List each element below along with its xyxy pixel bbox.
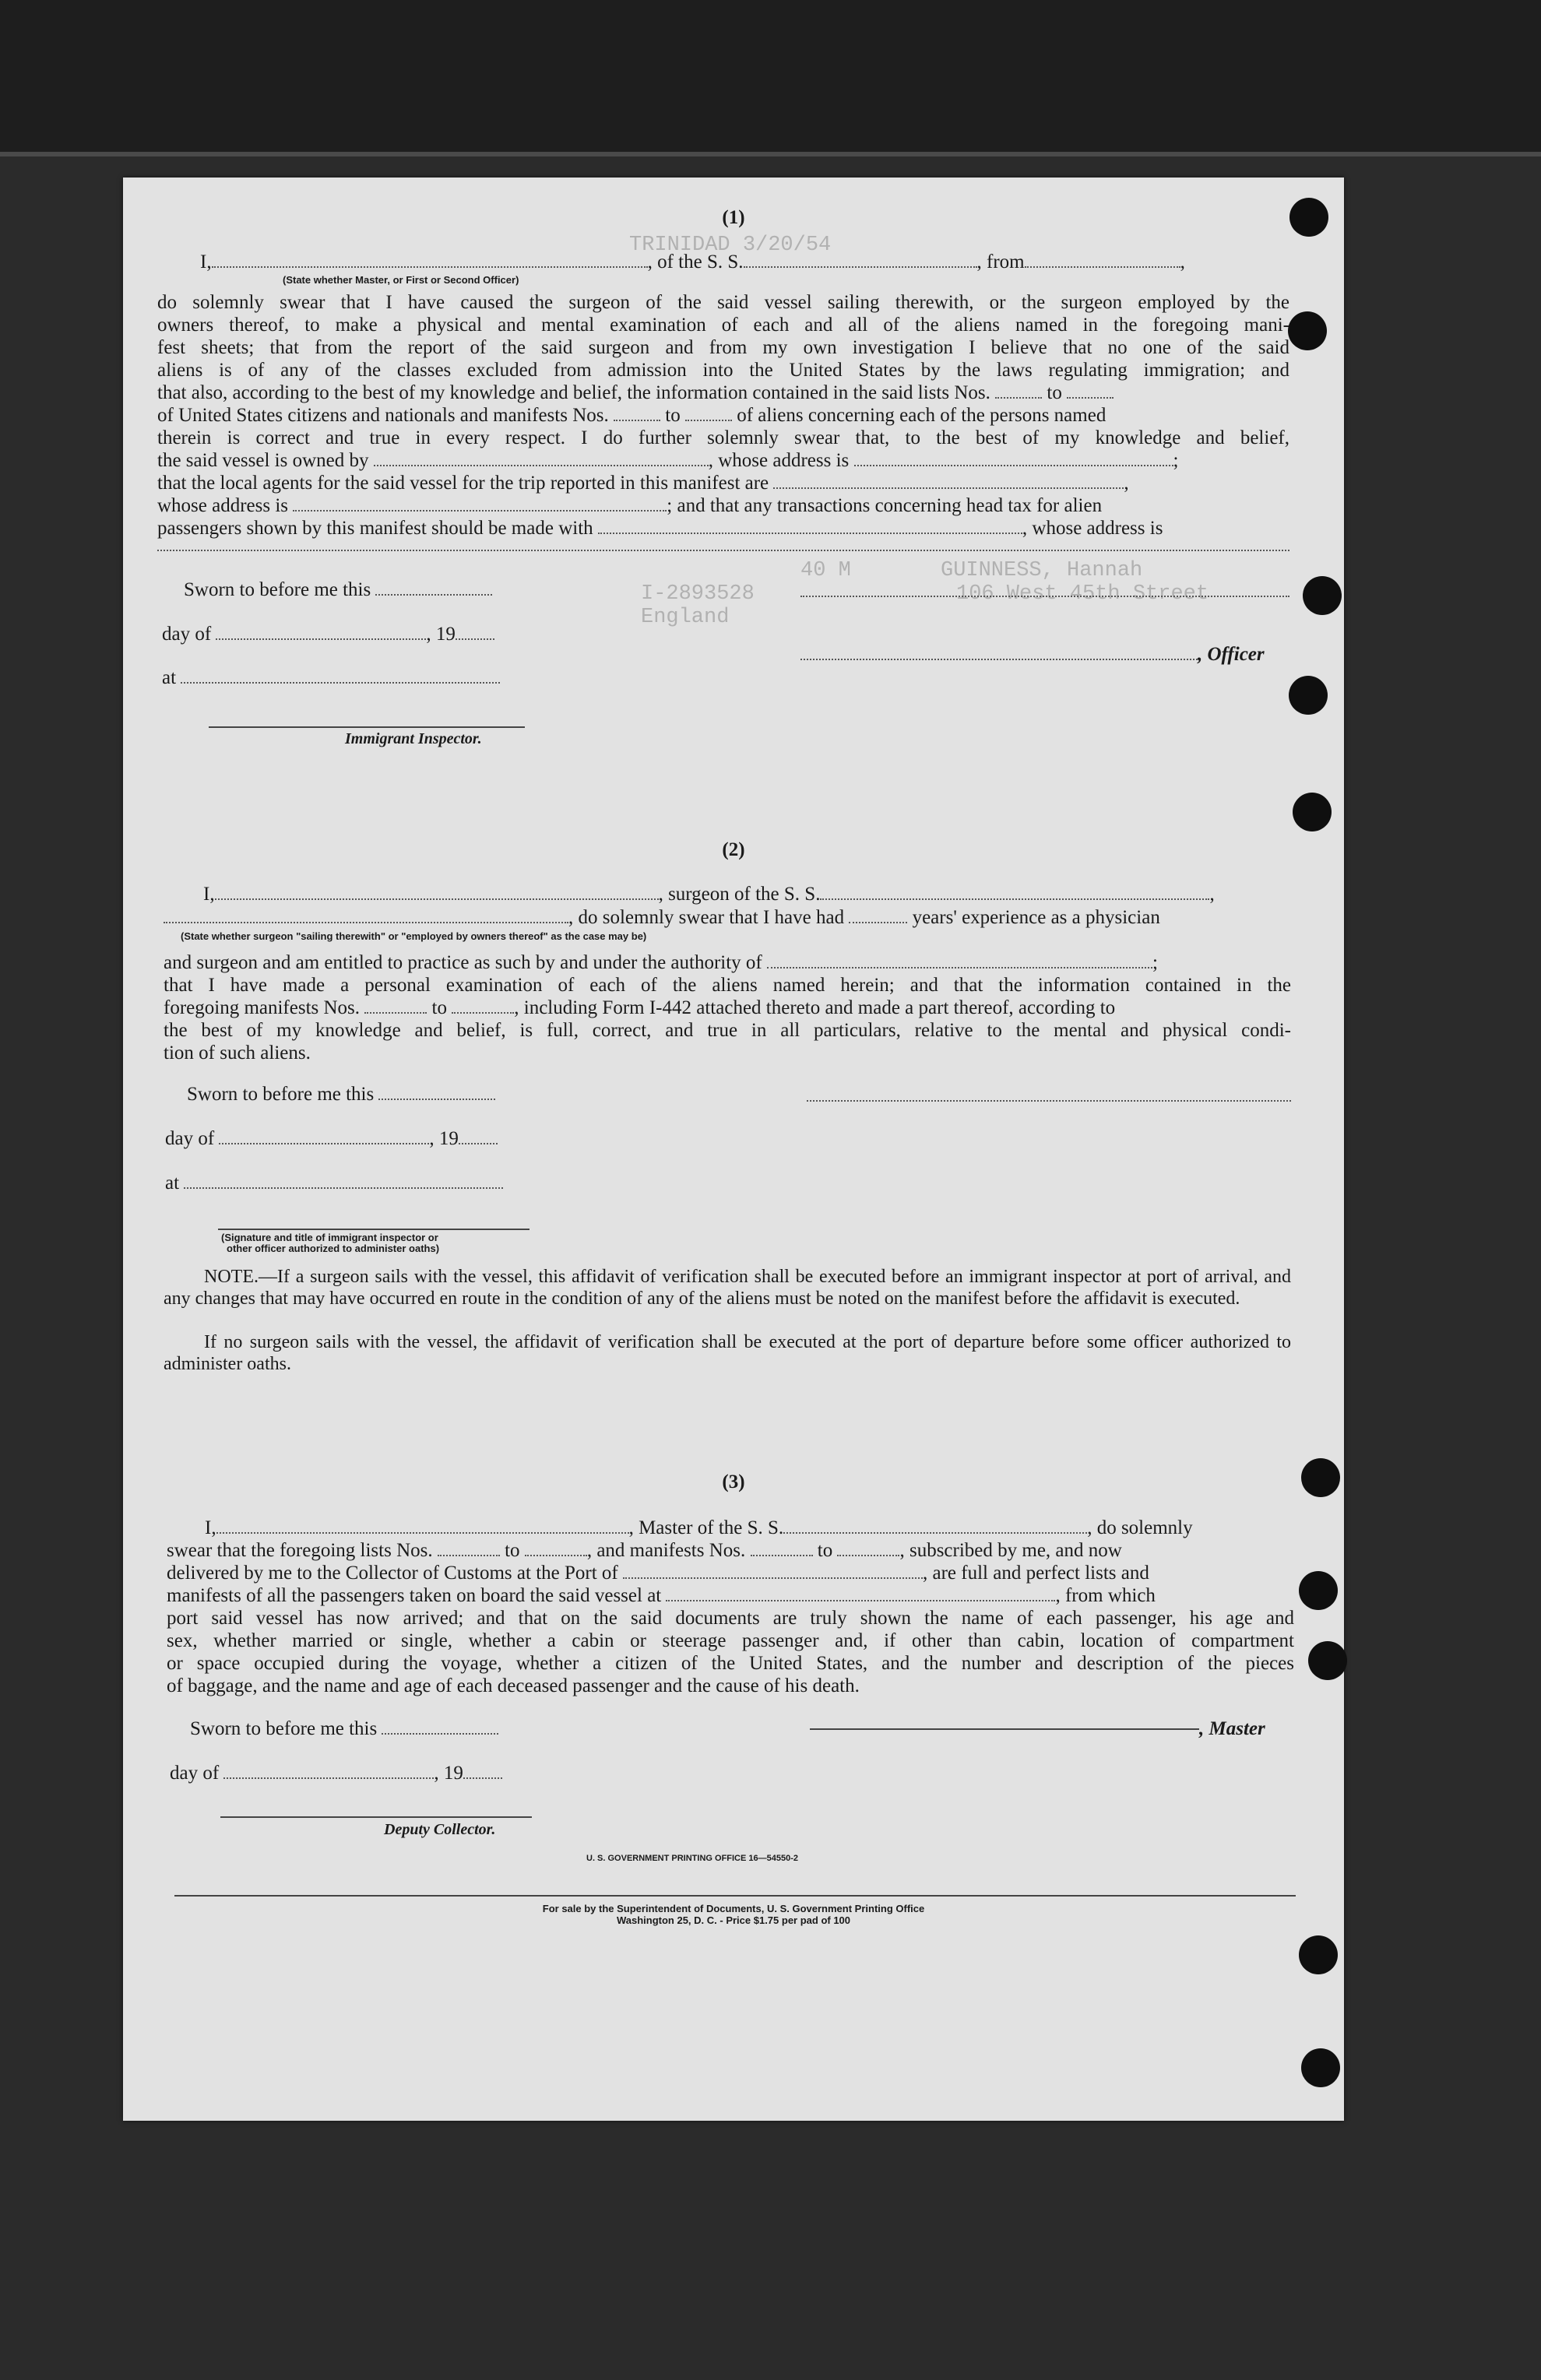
s1-lists-from-field[interactable]	[995, 383, 1042, 399]
s1-address-line	[157, 494, 1102, 517]
s3-day-of: day of , 19	[170, 1762, 502, 1784]
s3-day-field[interactable]	[223, 1763, 434, 1779]
s1-i: I,	[200, 251, 212, 272]
s1-passengers-text: passengers shown by this manifest should be made with	[157, 518, 593, 539]
s3-line2: swear that the foregoing lists Nos. to , and manifests Nos. to , subscribed by me, and now	[167, 1540, 1122, 1561]
sale-notice: For sale by the Superintendent of Documents, U. S. Government Printing Office	[542, 1903, 925, 1914]
s2-authority-field[interactable]	[767, 953, 1152, 969]
s3-manifests-from-field[interactable]	[751, 1541, 813, 1556]
s1-vessel-field[interactable]	[744, 252, 977, 268]
s2-surgeon-status-field[interactable]	[164, 908, 568, 923]
s2-day-of: day of , 19	[165, 1127, 498, 1150]
s2-inspector-signature-line[interactable]	[218, 1229, 529, 1230]
showthrough-text: I-2893528	[641, 582, 755, 606]
s1-of-ss: , of the S. S.	[647, 251, 744, 272]
s1-from-field[interactable]	[1025, 252, 1180, 268]
binder-hole	[1301, 2048, 1340, 2087]
s1-officer-field[interactable]	[212, 252, 648, 268]
s1-owner-field[interactable]	[374, 451, 709, 466]
s1-from: , from	[976, 251, 1025, 272]
s1-owned-by: the said vessel is owned by	[157, 450, 369, 471]
binder-hole	[1308, 1641, 1347, 1680]
s3-sworn-date-field[interactable]	[382, 1719, 498, 1735]
s1-para-line: do solemnly swear that I have caused the surgeon of the said vessel sailing therewith, or the surgeon employed by the	[157, 292, 1289, 313]
s2-at-field[interactable]	[184, 1173, 503, 1189]
s3-lists-to-field[interactable]	[525, 1541, 587, 1556]
s1-day-field[interactable]	[216, 624, 426, 640]
s1-lists-text: that also, according to the best of my knowledge and belief, the information contained in the said lists Nos.	[157, 382, 990, 403]
s2-authority-line: and surgeon and am entitled to practice as such by and under the authority of ;	[164, 952, 1158, 973]
s1-owner-address-field[interactable]	[854, 451, 1173, 466]
s1-agents-field[interactable]	[773, 473, 1124, 489]
s3-deputy-collector: Deputy Collector.	[384, 1821, 496, 1838]
s1-manifests-line	[157, 404, 1106, 427]
s3-collector-signature-line[interactable]	[220, 1816, 532, 1818]
s1-to: to	[1047, 382, 1062, 403]
s2-para-line: tion of such aliens.	[164, 1042, 311, 1063]
s1-manifests-to-field[interactable]	[685, 406, 732, 421]
s1-para-line: therein is correct and true in every respect. I do further solemnly swear that, to the best of my knowledge and belief,	[157, 427, 1289, 448]
s2-para-line: the best of my knowledge and belief, is full, correct, and true in all particulars, relative to the mental and physical condi-	[164, 1020, 1291, 1041]
binder-hole	[1299, 1571, 1338, 1610]
s2-line2: , do solemnly swear that I have had years' experience as a physician	[164, 906, 1160, 929]
s1-sworn-date-field[interactable]	[375, 580, 492, 596]
scanner-background	[0, 0, 1541, 156]
s3-master-name-field[interactable]	[216, 1518, 629, 1534]
printing-office-imprint: U. S. GOVERNMENT PRINTING OFFICE 16—54550-2	[586, 1854, 799, 1863]
s2-manifest-to-field[interactable]	[452, 998, 514, 1014]
s1-para-line: aliens is of any of the classes excluded from admission into the United States by the laws regulating immigration; and	[157, 360, 1289, 381]
s1-para-line: fest sheets; that from the report of the said surgeon and from my own investigation I believe that no one of the said	[157, 337, 1289, 358]
showthrough-text: 40 M	[800, 559, 851, 582]
binder-hole	[1293, 793, 1332, 831]
s2-manifest-from-field[interactable]	[364, 998, 427, 1014]
s2-line1: I, , surgeon of the S. S. ,	[203, 884, 1215, 905]
s1-owner-line: the said vessel is owned by , whose address is ;	[157, 450, 1179, 471]
s3-para-line: or space occupied during the voyage, whether a citizen of the United States, and the number and description of the pieces	[167, 1653, 1294, 1674]
s1-of-aliens: of aliens concerning each of the persons named	[737, 405, 1106, 426]
section-3-heading: (3)	[722, 1471, 745, 1492]
s2-years-field[interactable]	[849, 908, 907, 923]
s3-para-line: of baggage, and the name and age of each deceased passenger and the cause of his death.	[167, 1675, 860, 1696]
s1-year-field[interactable]	[456, 624, 494, 640]
s3-line3: delivered by me to the Collector of Customs at the Port of , are full and perfect lists and	[167, 1563, 1149, 1584]
s2-day-field[interactable]	[219, 1129, 429, 1144]
s1-line1-caption: (State whether Master, or First or Second Officer)	[283, 274, 519, 286]
s3-lists-from-field[interactable]	[438, 1541, 500, 1556]
s2-sworn-date-field[interactable]	[378, 1085, 495, 1100]
s1-officer-label: , Officer	[800, 643, 1265, 666]
showthrough-text: GUINNESS, Hannah	[941, 559, 1143, 582]
s1-officer-signature-line[interactable]	[800, 596, 1289, 597]
s1-agents-line: that the local agents for the said vessel for the trip reported in this manifest are ,	[157, 473, 1129, 494]
s2-note: NOTE.—If a surgeon sails with the vessel, this affidavit of verification shall be executed before an immigrant inspector at port of arrival, and any changes that may have occurred en route in the condition of any of the aliens must be noted on the manifest before the affidavit is executed.	[164, 1267, 1291, 1309]
s3-para-line: port said vessel has now arrived; and that on the said documents are truly shown the name of each passenger, his age and	[167, 1608, 1294, 1629]
scanner-edge	[0, 152, 1541, 156]
s2-manifests-line: foregoing manifests Nos. to , including Form I-442 attached thereto and made a part thereof, according to	[164, 997, 1116, 1018]
s2-sig-caption: (Signature and title of immigrant inspector or	[221, 1232, 438, 1243]
binder-hole	[1288, 311, 1327, 350]
s1-whose-address: , whose address is	[708, 450, 850, 471]
s1-to: to	[665, 405, 681, 426]
s3-port-field[interactable]	[623, 1563, 923, 1579]
s2-line2-caption: (State whether surgeon "sailing therewith" or "employed by owners thereof" as the case may be)	[181, 930, 647, 942]
s2-surgeon-name-field[interactable]	[215, 884, 659, 900]
s1-at-field[interactable]	[181, 668, 500, 684]
s1-lists-line	[157, 381, 1114, 404]
footer-rule	[174, 1895, 1296, 1897]
s1-agent-address-field[interactable]	[293, 496, 667, 512]
s3-master-label: , Master	[810, 1717, 1265, 1740]
s2-sig-caption: other officer authorized to administer oaths)	[227, 1243, 440, 1254]
s2-year-field[interactable]	[459, 1129, 498, 1144]
section-1-heading: (1)	[722, 207, 745, 228]
s3-para-line: sex, whether married or single, whether a cabin or steerage passenger and, if other than cabin, location of compartment	[167, 1630, 1294, 1651]
s3-line1: I, , Master of the S. S. , do solemnly	[205, 1517, 1193, 1538]
s3-vessel-field[interactable]	[783, 1518, 1087, 1534]
s1-manifests-from-field[interactable]	[614, 406, 660, 421]
s1-officer-name-field[interactable]	[800, 645, 1198, 660]
s3-line4: manifests of all the passengers taken on board the said vessel at , from which	[167, 1585, 1156, 1606]
s3-manifests-to-field[interactable]	[837, 1541, 899, 1556]
s1-para-line: owners thereof, to make a physical and mental examination of each and all of the aliens named in the foregoing mani-	[157, 315, 1289, 336]
s1-sworn: Sworn to before me this	[184, 578, 492, 601]
s2-at: at	[165, 1172, 503, 1194]
s3-master-signature-line[interactable]	[810, 1728, 1199, 1730]
s1-agents-text: that the local agents for the said vessel for the trip reported in this manifest are	[157, 473, 769, 494]
showthrough-text: TRINIDAD 3/20/54	[629, 234, 832, 257]
s2-para-line: that I have made a personal examination of each of the aliens named herein; and that the information contained in the	[164, 975, 1291, 996]
sale-notice: Washington 25, D. C. - Price $1.75 per pad of 100	[616, 1914, 851, 1926]
s1-lists-to-field[interactable]	[1067, 383, 1114, 399]
s1-whose-address-is: whose address is	[157, 495, 289, 516]
form-page	[123, 178, 1344, 2121]
s2-sworn: Sworn to before me this	[187, 1083, 495, 1106]
s1-line1: I, , of the S. S. , from ,	[200, 251, 1185, 272]
s2-surgeon-signature-line[interactable]	[807, 1100, 1291, 1102]
s1-headtax-party-field[interactable]	[598, 519, 1022, 534]
binder-hole	[1303, 576, 1342, 615]
s1-immigrant-inspector: Immigrant Inspector.	[345, 730, 482, 747]
s1-passengers-line	[157, 517, 1163, 540]
s1-day-of: day of , 19	[162, 623, 494, 645]
s1-at: at	[162, 666, 500, 689]
s2-vessel-field[interactable]	[820, 884, 1209, 900]
s3-year-field[interactable]	[463, 1763, 502, 1779]
showthrough-text: England	[641, 606, 730, 629]
binder-hole	[1299, 1935, 1338, 1974]
s1-whose-address-2: , whose address is	[1022, 518, 1163, 539]
section-2-heading: (2)	[722, 839, 745, 860]
s3-boarding-port-field[interactable]	[666, 1586, 1055, 1601]
binder-hole	[1289, 676, 1328, 715]
s2-note: If no surgeon sails with the vessel, the affidavit of verification shall be executed at the port of departure before some officer authorized to administer oaths.	[164, 1332, 1291, 1374]
s3-sworn: Sworn to before me this	[190, 1717, 498, 1740]
s1-head-tax: ; and that any transactions concerning head tax for alien	[667, 495, 1103, 516]
s1-manifests-text: of United States citizens and nationals and manifests Nos.	[157, 405, 609, 426]
s1-address-continuation-line[interactable]	[157, 550, 1289, 551]
showthrough-text: 106 West 45th Street	[956, 582, 1209, 606]
